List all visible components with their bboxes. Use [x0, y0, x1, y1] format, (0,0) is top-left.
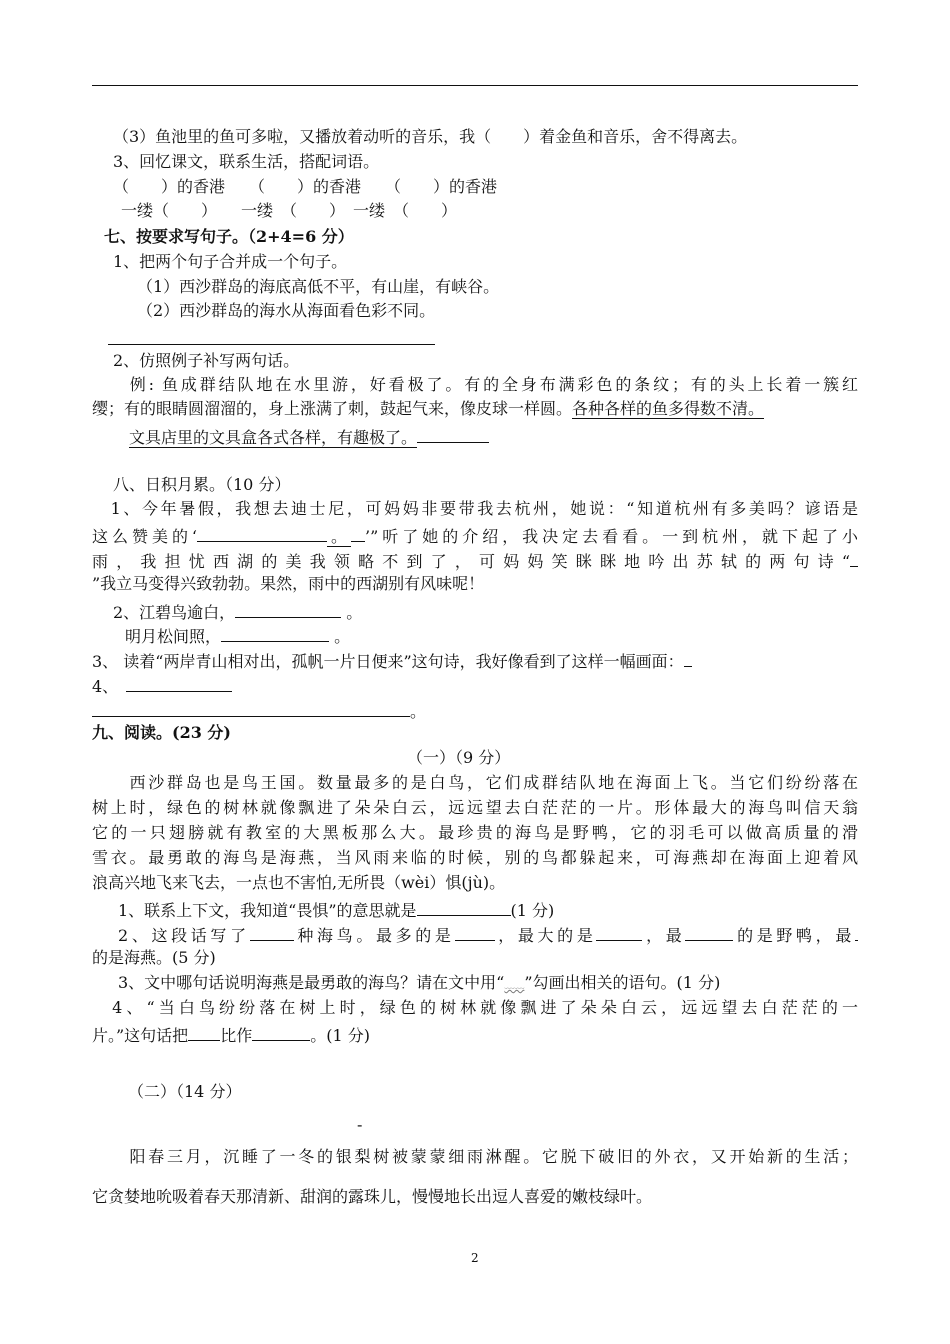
- sec8-q4: 4、: [92, 674, 232, 697]
- header-rule: [92, 85, 858, 86]
- sec8-p1-line1: 1、今年暑假，我想去迪士尼，可妈妈非要带我去杭州，她说：“知道杭州有多美吗？谚语是: [110, 499, 858, 518]
- reading-q2-line2: 的是海燕。(5 分): [92, 948, 216, 967]
- sec8-p1-line4: ”我立马变得兴致勃勃。果然，雨中的西湖别有风味呢！: [92, 574, 485, 593]
- example-line-2: 缨；有的眼睛圆溜溜的，身上涨满了刺，鼓起气来，像皮球一样圆。各种各样的鱼多得数不清。: [92, 399, 765, 418]
- section-7-title: 七、按要求写句子。（2+4=6 分）: [104, 227, 354, 246]
- passage2-line1: 阳春三月，沉睡了一冬的银梨树被蒙蒙细雨淋醒。它脱下破旧的外衣，又开始新的生活；: [129, 1147, 858, 1166]
- reading-q4-line1: 4、“当白鸟纷纷落在树上时，绿色的树林就像飘进了朵朵白云，远远望去白茫茫的一: [112, 998, 858, 1017]
- section-9-title: 九、阅读。(23 分): [92, 723, 231, 742]
- reading-q2-line1: 2、这段话写了 种海鸟。最多的是 ，最大的是 ，最 的是野鸭，最: [118, 923, 858, 946]
- reading-part1-title: （一）（9 分）: [407, 748, 511, 767]
- passage1-line3: 它的一只翅膀就有教室的大黑板那么大。最珍贵的海鸟是野鸭，它的羽毛可以做高质量的滑: [92, 823, 858, 842]
- example-line-1: 例: 鱼成群结队地在水里游，好看极了。有的全身布满彩色的条纹；有的头上长着一簇红: [129, 375, 858, 394]
- reading-q1: 1、联系上下文，我知道“畏惧”的意思就是 (1 分): [118, 898, 554, 921]
- sec8-q3: 3、 读着“两岸青山相对出，孤帆一片日便来”这句诗，我好像看到了这样一幅画面：: [92, 649, 692, 672]
- sec7-q2: 2、仿照例子补写两句话。: [113, 351, 300, 370]
- passage1-line2: 树上时，绿色的树林就像飘进了朵朵白云，远远望去白茫茫的一片。形体最大的海鸟叫信天翁: [92, 798, 858, 817]
- reading-part2-title: （二）（14 分）: [128, 1082, 242, 1101]
- reading-q4-line2: 片。”这句话把 比作 。(1 分): [92, 1023, 370, 1046]
- sec7-q1-sentence-a: （1）西沙群岛的海底高低不平，有山崖，有峡谷。: [137, 277, 500, 296]
- sec8-p1-line2: 这么赞美的‘ 。 ’”听了她的介绍，我决定去看看。一到杭州，就下起了小: [92, 524, 858, 547]
- imitation-task[interactable]: 文具店里的文具盒各式各样，有趣极了。: [129, 425, 489, 448]
- page-number: 2: [471, 1251, 479, 1265]
- passage2-line2: 它贪婪地吮吸着春天那清新、甜润的露珠儿，慢慢地长出逗人喜爱的嫩枝绿叶。: [92, 1187, 653, 1206]
- q6-3-title: 3、回忆课文，联系生活，搭配词语。: [113, 152, 380, 171]
- passage1-line4: 雪衣。最勇敢的海鸟是海燕，当风雨来临的时候，别的鸟都躲起来，可海燕却在海面上迎着风: [92, 848, 858, 867]
- reading-q3: 3、文中哪句话说明海燕是最勇敢的海鸟？请在文中用“﹏﹏”勾画出相关的语句。(1 分): [118, 973, 721, 992]
- hk-row: （ ）的香港 （ ）的香港 （ ）的香港: [113, 177, 498, 196]
- sec8-q4-answer-line[interactable]: 。: [92, 699, 426, 722]
- sec7-q1: 1、把两个句子合并成一个句子。: [113, 252, 348, 271]
- sec8-q2-line2: 明月松间照， 。: [125, 624, 350, 647]
- sec7-q1-sentence-b: （2）西沙群岛的海水从海面看色彩不同。: [137, 301, 436, 320]
- passage1-line1: 西沙群岛也是鸟王国。数量最多的是白鸟，它们成群结队地在海面上飞。当它们纷纷落在: [129, 773, 858, 792]
- sec8-p1-line3: 雨，我担忧西湖的美我领略不到了，可妈妈笑眯眯地吟出苏轼的两句诗“: [92, 549, 858, 572]
- stray-dash: -: [357, 1115, 363, 1134]
- section-8-title: 八、日积月累。（10 分）: [113, 475, 291, 494]
- wisp-row: 一缕（ ） 一缕 （ ） 一缕 （ ）: [121, 201, 458, 220]
- passage1-line5: 浪高兴地飞来飞去，一点也不害怕,无所畏（wèi）惧(jù)。: [92, 873, 506, 892]
- answer-line[interactable]: [108, 344, 435, 345]
- sec8-q2-line1: 2、江碧鸟逾白， 。: [113, 600, 362, 623]
- q6-item3-sentence: （3）鱼池里的鱼可多啦，又播放着动听的音乐，我（ ）着金鱼和音乐，舍不得离去。: [113, 127, 748, 146]
